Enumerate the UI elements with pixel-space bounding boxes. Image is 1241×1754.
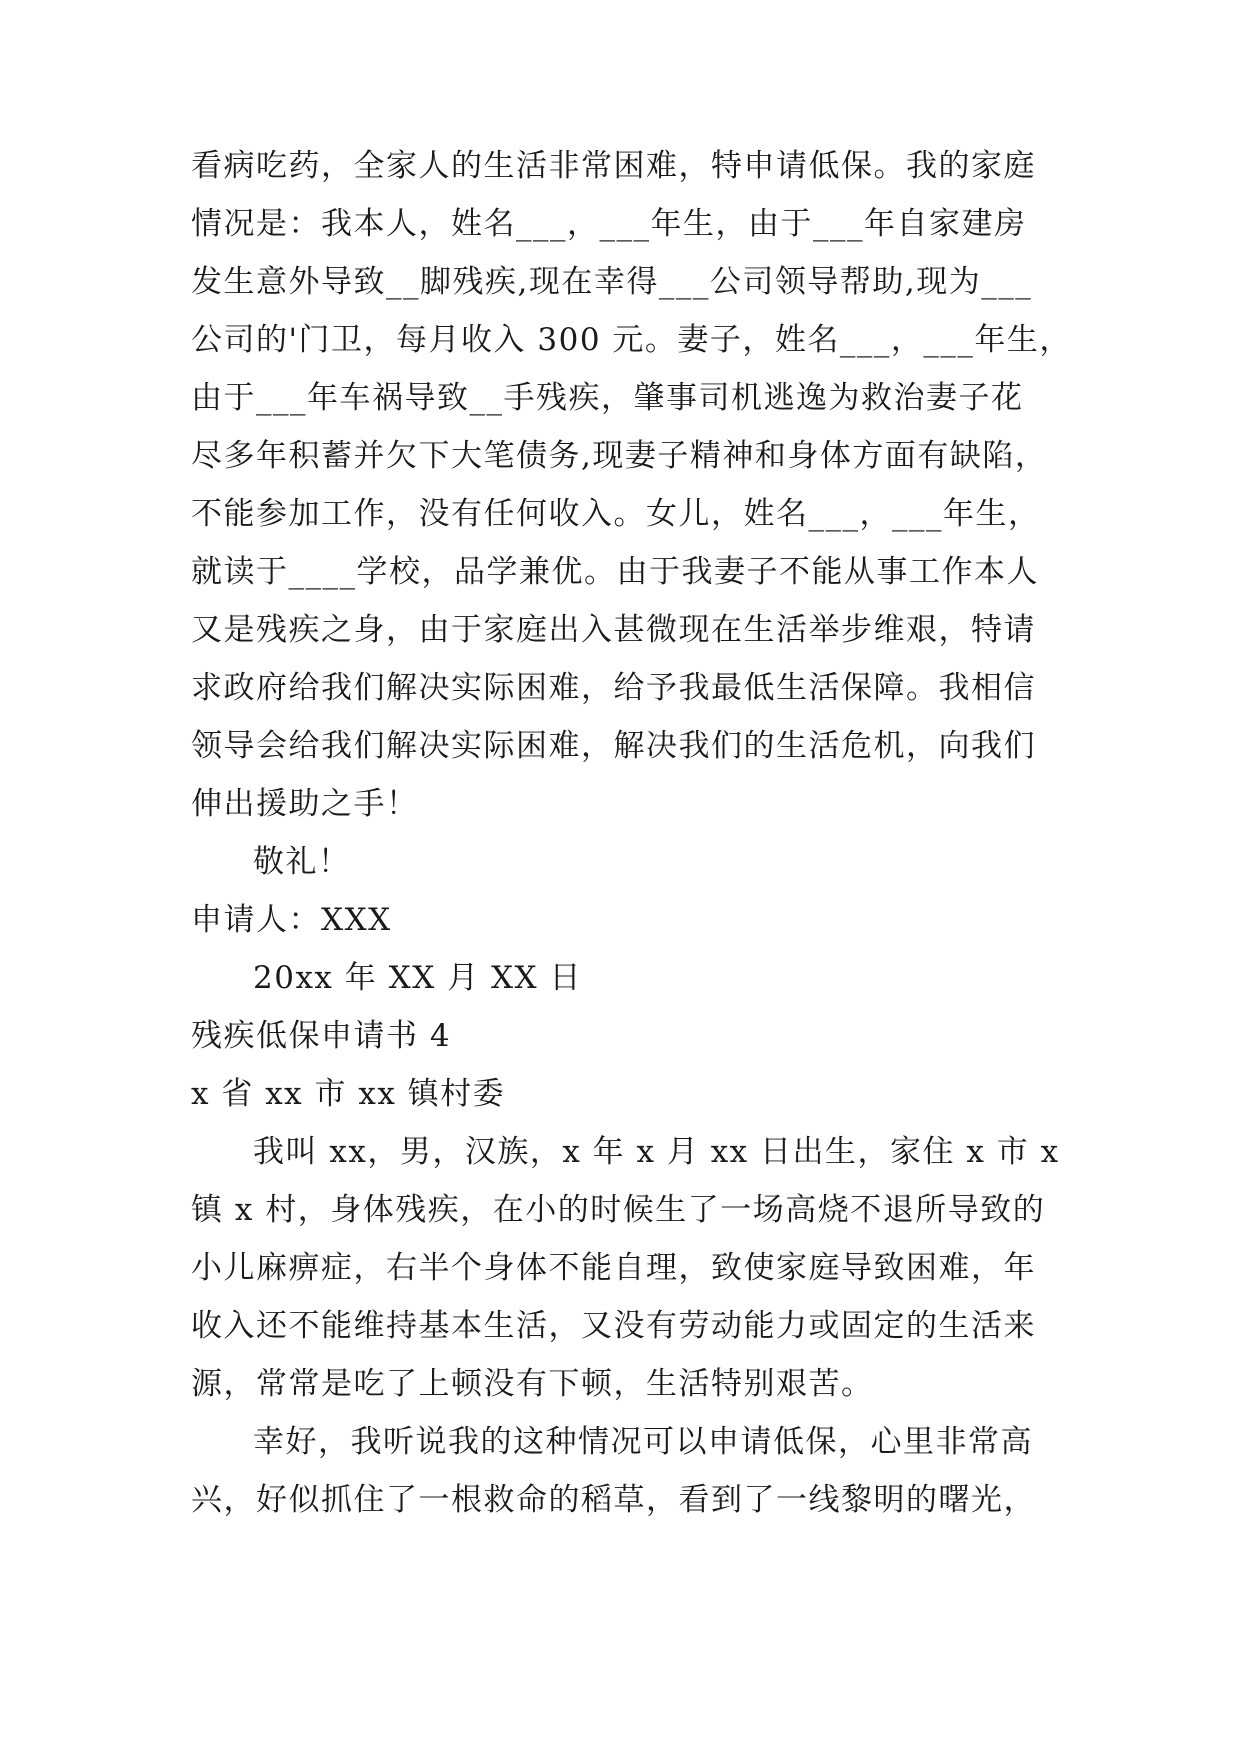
body-line: 公司的'门卫，每月收入 300 元。妻子，姓名___，___年生， xyxy=(191,322,1072,358)
body-line: 情况是：我本人，姓名___，___年生，由于___年自家建房 xyxy=(191,206,1027,242)
body-line: 镇 x 村，身体残疾，在小的时候生了一场高烧不退所导致的 xyxy=(191,1192,1046,1228)
body-line: 小儿麻痹症，右半个身体不能自理，致使家庭导致困难，年 xyxy=(191,1250,1036,1286)
body-line: 幸好，我听说我的这种情况可以申请低保，心里非常高 xyxy=(253,1424,1033,1460)
body-line: 我叫 xx，男，汉族，x 年 x 月 xx 日出生，家住 x 市 x xyxy=(253,1134,1060,1170)
section-title: 残疾低保申请书 4 xyxy=(191,1018,452,1054)
body-line: 就读于____学校，品学兼优。由于我妻子不能从事工作本人 xyxy=(191,554,1039,590)
application-body-part1 xyxy=(191,137,1072,1529)
salute: 敬礼！ xyxy=(253,844,351,880)
body-line: 领导会给我们解决实际困难，解决我们的生活危机，向我们 xyxy=(191,728,1036,764)
body-line: 发生意外导致__脚残疾,现在幸得___公司领导帮助,现为___ xyxy=(191,264,1033,300)
body-line: 不能参加工作，没有任何收入。女儿，姓名___，___年生， xyxy=(191,496,1041,532)
body-line: 求政府给我们解决实际困难，给予我最低生活保障。我相信 xyxy=(191,670,1036,706)
application-date: 20xx 年 XX 月 XX 日 xyxy=(253,960,582,996)
body-line: 看病吃药，全家人的生活非常困难，特申请低保。我的家庭 xyxy=(191,148,1036,184)
body-line: 兴，好似抓住了一根救命的稻草，看到了一线黎明的曙光， xyxy=(191,1482,1036,1518)
body-line: 又是残疾之身，由于家庭出入甚微现在生活举步维艰，特请 xyxy=(191,612,1036,648)
body-line: 收入还不能维持基本生活，又没有劳动能力或固定的生活来 xyxy=(191,1308,1036,1344)
body-line: 由于___年车祸导致__手残疾，肇事司机逃逸为救治妻子花 xyxy=(191,380,1024,416)
body-line: 伸出援助之手！ xyxy=(191,786,419,822)
applicant-signature: 申请人：XXX xyxy=(191,902,392,938)
body-line: 源，常常是吃了上顿没有下顿，生活特别艰苦。 xyxy=(191,1366,874,1402)
body-line: 尽多年积蓄并欠下大笔债务,现妻子精神和身体方面有缺陷， xyxy=(191,438,1048,474)
addressee: x 省 xx 市 xx 镇村委 xyxy=(191,1076,506,1112)
